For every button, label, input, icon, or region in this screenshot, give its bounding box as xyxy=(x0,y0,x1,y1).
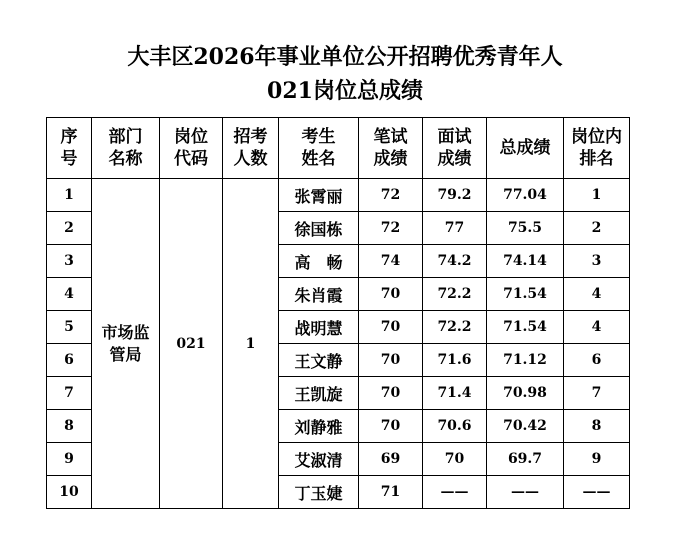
cell-total: 70.42 xyxy=(487,410,564,443)
cell-interview: 77 xyxy=(423,212,487,245)
header-rank: 岗位内 排名 xyxy=(564,118,630,179)
cell-written: 74 xyxy=(359,245,423,278)
header-row xyxy=(47,118,630,179)
cell-hire-count: 1 xyxy=(223,179,279,509)
document-title: 大丰区2026年事业单位公开招聘优秀青年人 xyxy=(127,44,563,70)
cell-written: 72 xyxy=(359,179,423,212)
cell-no: 5 xyxy=(47,311,92,344)
cell-written: 72 xyxy=(359,212,423,245)
cell-interview: 71.4 xyxy=(423,377,487,410)
cell-written: 70 xyxy=(359,344,423,377)
cell-rank: 9 xyxy=(564,443,630,476)
cell-written: 70 xyxy=(359,278,423,311)
cell-name: 徐国栋 xyxy=(279,212,359,245)
cell-rank: 4 xyxy=(564,278,630,311)
cell-interview: 74.2 xyxy=(423,245,487,278)
cell-rank: 1 xyxy=(564,179,630,212)
cell-no: 6 xyxy=(47,344,92,377)
cell-rank: 6 xyxy=(564,344,630,377)
cell-no: 4 xyxy=(47,278,92,311)
cell-name: 王文静 xyxy=(279,344,359,377)
cell-total: 70.98 xyxy=(487,377,564,410)
table-row xyxy=(47,179,630,212)
cell-interview: —— xyxy=(423,476,487,509)
cell-name: 战明慧 xyxy=(279,311,359,344)
cell-total: 74.14 xyxy=(487,245,564,278)
cell-no: 7 xyxy=(47,377,92,410)
header-interview: 面试 成绩 xyxy=(423,118,487,179)
cell-no: 3 xyxy=(47,245,92,278)
header-no: 序 号 xyxy=(47,118,92,179)
header-hire-count: 招考 人数 xyxy=(223,118,279,179)
cell-name: 高 畅 xyxy=(279,245,359,278)
cell-total: 71.54 xyxy=(487,311,564,344)
cell-written: 69 xyxy=(359,443,423,476)
cell-no: 2 xyxy=(47,212,92,245)
cell-position-code: 021 xyxy=(160,179,223,509)
cell-interview: 71.6 xyxy=(423,344,487,377)
cell-rank: —— xyxy=(564,476,630,509)
cell-rank: 2 xyxy=(564,212,630,245)
cell-rank: 7 xyxy=(564,377,630,410)
cell-no: 8 xyxy=(47,410,92,443)
cell-interview: 70 xyxy=(423,443,487,476)
header-department: 部门 名称 xyxy=(92,118,160,179)
cell-no: 1 xyxy=(47,179,92,212)
cell-total: 71.12 xyxy=(487,344,564,377)
cell-written: 71 xyxy=(359,476,423,509)
cell-name: 王凯旋 xyxy=(279,377,359,410)
cell-written: 70 xyxy=(359,377,423,410)
cell-name: 艾淑清 xyxy=(279,443,359,476)
cell-no: 10 xyxy=(47,476,92,509)
cell-interview: 72.2 xyxy=(423,311,487,344)
cell-interview: 70.6 xyxy=(423,410,487,443)
cell-total: 77.04 xyxy=(487,179,564,212)
cell-total: —— xyxy=(487,476,564,509)
cell-name: 丁玉婕 xyxy=(279,476,359,509)
cell-written: 70 xyxy=(359,311,423,344)
cell-interview: 72.2 xyxy=(423,278,487,311)
cell-written: 70 xyxy=(359,410,423,443)
cell-total: 75.5 xyxy=(487,212,564,245)
header-written: 笔试 成绩 xyxy=(359,118,423,179)
header-total: 总成绩 xyxy=(487,118,564,179)
document-subtitle: 021岗位总成绩 xyxy=(267,78,423,104)
cell-rank: 3 xyxy=(564,245,630,278)
cell-rank: 8 xyxy=(564,410,630,443)
cell-department: 市场监 管局 xyxy=(92,179,160,509)
header-name: 考生 姓名 xyxy=(279,118,359,179)
cell-name: 张霄丽 xyxy=(279,179,359,212)
score-table xyxy=(46,117,630,509)
cell-name: 刘静雅 xyxy=(279,410,359,443)
cell-total: 71.54 xyxy=(487,278,564,311)
cell-total: 69.7 xyxy=(487,443,564,476)
header-position-code: 岗位 代码 xyxy=(160,118,223,179)
cell-interview: 79.2 xyxy=(423,179,487,212)
cell-no: 9 xyxy=(47,443,92,476)
cell-rank: 4 xyxy=(564,311,630,344)
cell-name: 朱肖霞 xyxy=(279,278,359,311)
